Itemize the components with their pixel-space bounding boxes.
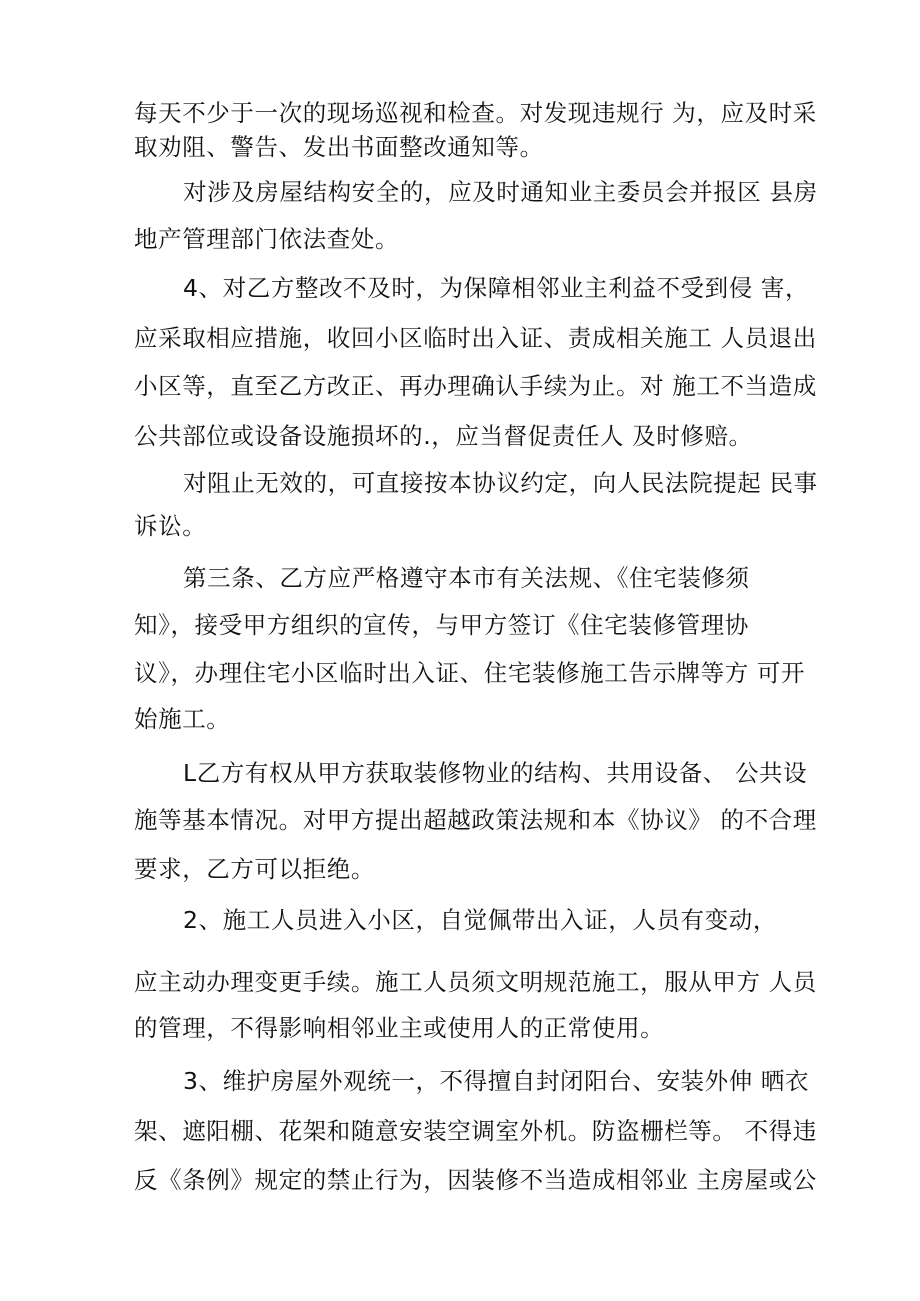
text-line: 议》，办理住宅小区临时出入证、住宅装修施工告示牌等方 可开	[134, 659, 806, 687]
text-line: 应主动办理变更手续。施工人员须文明规范施工，服从甲方 人员	[134, 968, 817, 996]
text-line: 知》，接受甲方组织的宣传，与甲方签订《住宅装修管理协	[134, 611, 749, 639]
text-line: 地产管理部门依法查处。	[134, 225, 400, 253]
text-line: 第三条、乙方应严格遵守本市有关法规、《住宅装修须	[183, 564, 750, 592]
text-line: 公共部位或设备设施损坏的.，应当督促责任人 及时修赔。	[134, 422, 753, 450]
text-line: 诉讼。	[134, 512, 207, 540]
text-line: 要求，乙方可以拒绝。	[134, 855, 375, 883]
text-line: 始施工。	[134, 705, 231, 733]
text-line: 架、遮阳棚、花架和随意安装空调室外机。防盗栅栏等。 不得违	[134, 1117, 817, 1145]
text-line: 3、维护房屋外观统一，不得擅自封闭阳台、安装外伸 晒衣	[183, 1067, 810, 1095]
text-line: 2、施工人员进入小区，自觉佩带出入证，人员有变动，	[183, 906, 777, 934]
text-line: 应采取相应措施，收回小区临时出入证、责成相关施工 人员退出	[134, 324, 817, 352]
text-line: 每天不少于一次的现场巡视和检查。对发现违规行 为，应及时采	[134, 99, 817, 127]
text-line: 对阻止无效的，可直接按本协议约定，向人民法院提起 民事	[183, 469, 818, 497]
text-line: 的管理，不得影响相邻业主或使用人的正常使用。	[134, 1014, 665, 1042]
text-line: 取劝阻、警告、发出书面整改通知等。	[134, 133, 544, 161]
text-line: 反《条例》规定的禁止行为，因装修不当造成相邻业 主房屋或公	[134, 1166, 817, 1194]
text-line: 4、对乙方整改不及时，为保障相邻业主利益不受到侵 害，	[183, 274, 810, 302]
text-line: 施等基本情况。对甲方提出超越政策法规和本《协议》 的不合理	[134, 806, 817, 834]
text-line: L乙方有权从甲方获取装修物业的结构、共用设备、 公共设	[183, 759, 808, 787]
text-line: 小区等，直至乙方改正、再办理确认手续为止。对 施工不当造成	[134, 372, 817, 400]
text-line: 对涉及房屋结构安全的，应及时通知业主委员会并报区 县房	[183, 178, 818, 206]
